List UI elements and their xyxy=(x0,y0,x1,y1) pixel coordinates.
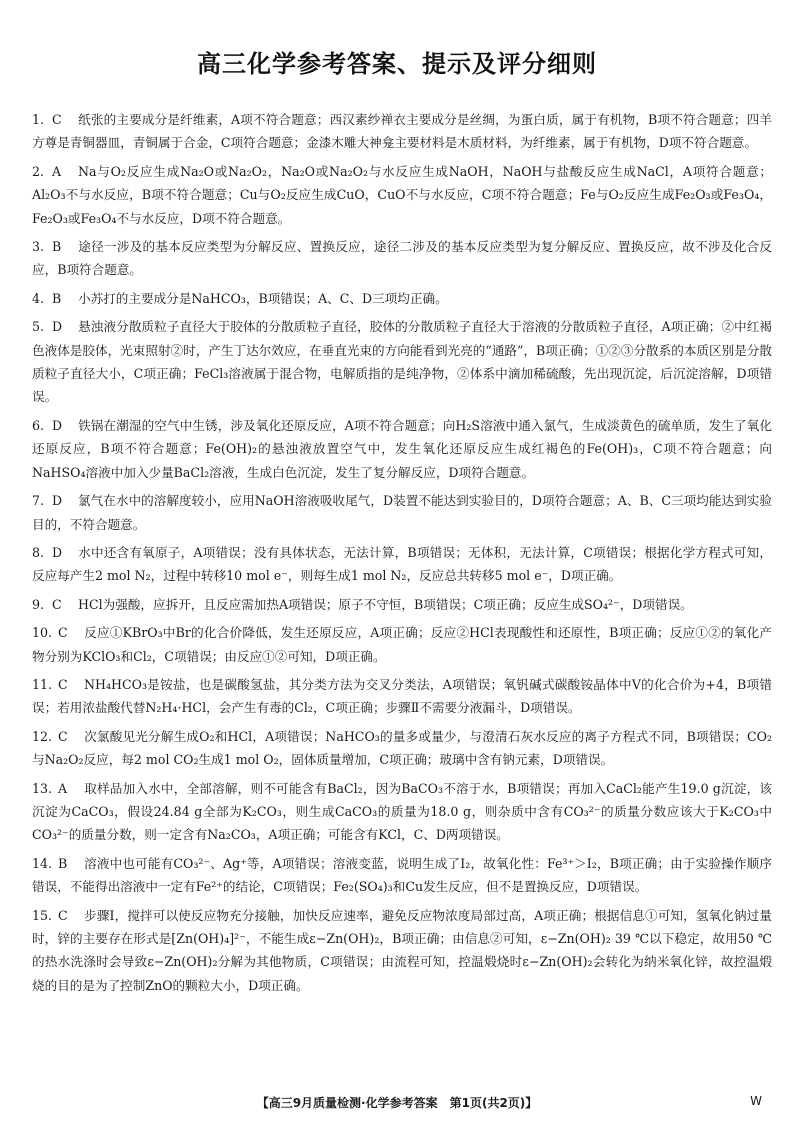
item-explanation: NH₄HCO₃是铵盐，也是碳酸氢盐，其分类方法为交叉分类法，A项错误；氧钒碱式碳酸铵晶体中V的化合价为+4，B项错误；若用浓盐酸代替N₂H₄·HCl，会产生有毒的Cl₂，C项正确；步骤Ⅱ不需要分液漏斗，D项错误。 xyxy=(32,676,772,716)
footer-page-info: 【高三9月质量检测·化学参考答案 第1页(共2页)】 xyxy=(256,1096,538,1110)
item-explanation: 步骤Ⅰ，搅拌可以使反应物充分接触，加快反应速率，避免反应物浓度局部过高，A项正确；根据信息①可知，氢氧化钠过量时，锌的主要存在形式是[Zn(OH)₄]²⁻，不能生成ε−Zn(OH)₂，B项正确；由信息②可知，ε−Zn(OH)₂ 39 ℃以下稳定，故用50 ℃的热水洗涤时会导致ε−Zn(OH)₂分解为其他物质，C项错误；由流程可知，控温煅烧时ε−Zn(OH)₂会转化为纳米氧化锌，故控温煅烧的目的是为了控制ZnO的颗粒大小，D项正确。 xyxy=(32,907,772,993)
item-answer: B xyxy=(58,855,68,871)
item-number: 9. xyxy=(32,596,45,612)
answer-item xyxy=(32,593,772,616)
item-answer: C xyxy=(58,728,68,744)
item-explanation: Na与O₂反应生成Na₂O或Na₂O₂，Na₂O或Na₂O₂与水反应生成NaOH，NaOH与盐酸反应生成NaCl，A项符合题意；Al₂O₃不与水反应，B项不符合题意；Cu与O₂反应生成CuO，CuO不与水反应，C项不符合题意；Fe与O₂反应生成Fe₂O₃或Fe₃O₄，Fe₂O₃或Fe₃O₄不与水反应，D项不符合题意。 xyxy=(32,163,772,226)
item-answer: C xyxy=(52,596,62,612)
answer-item xyxy=(32,315,772,409)
answer-item xyxy=(32,904,772,998)
item-explanation: 纸张的主要成分是纤维素，A项不符合题意；西汉素纱禅衣主要成分是丝绸，为蛋白质，属于有机物，B项不符合题意；四羊方尊是青铜器皿，青铜属于合金，C项符合题意；金漆木雕大神龛主要材料是木质材料，为纤维素，属于有机物，D项不符合题意。 xyxy=(32,112,772,151)
page-title: 高三化学参考答案、提示及评分细则 xyxy=(197,50,597,78)
item-explanation: 取样品加入水中，全部溶解，则不可能含有BaCl₂，因为BaCO₃不溶于水，B项错误；再加入CaCl₂能产生19.0 g沉淀，该沉淀为CaCO₃，假设24.84 g全部为K₂CO₃，则生成CaCO₃的质量为18.0 g，则杂质中含有CO₃²⁻的质量分数应该大于K₂CO₃中CO₃²⁻的质量分数，则一定含有Na₂CO₃，A项正确；可能含有KCl，C、D两项错误。 xyxy=(32,780,772,843)
answer-item xyxy=(32,725,772,772)
item-number: 2. xyxy=(32,163,45,179)
item-explanation: HCl为强酸，应拆开，且反应需加热A项错误；原子不守恒，B项错误；C项正确；反应生成SO₄²⁻，D项错误。 xyxy=(78,596,693,612)
answer-item xyxy=(32,777,772,847)
answer-item xyxy=(32,673,772,720)
item-number: 3. xyxy=(32,239,45,255)
item-answer: C xyxy=(58,907,68,923)
item-number: 13. xyxy=(32,780,53,796)
answer-item xyxy=(32,414,772,484)
answer-item xyxy=(32,235,772,282)
item-number: 14. xyxy=(32,855,53,871)
answer-item xyxy=(32,621,772,668)
item-explanation: 氯气在水中的溶解度较小，应用NaOH溶液吸收尾气，D装置不能达到实验目的，D项符合题意；A、B、C三项均能达到实验目的，不符合题意。 xyxy=(32,493,772,532)
answer-item xyxy=(32,541,772,588)
item-explanation: 次氯酸见光分解生成O₂和HCl，A项错误；NaHCO₃的量多或量少，与澄清石灰水反应的离子方程式不同，B项错误；CO₂与Na₂O₂反应，每2 mol CO₂生成1 mol O₂，固体质量增加，C项正确；玻璃中含有钠元素，D项错误。 xyxy=(32,728,772,768)
item-answer: C xyxy=(58,676,68,692)
answer-item xyxy=(32,489,772,536)
answer-item xyxy=(32,160,772,230)
item-number: 6. xyxy=(32,417,45,433)
item-answer: C xyxy=(52,112,62,127)
item-answer: D xyxy=(52,319,63,335)
item-number: 15. xyxy=(32,907,53,923)
answer-item xyxy=(32,287,772,310)
item-answer: B xyxy=(52,239,62,255)
item-explanation: 途径一涉及的基本反应类型为分解反应、置换反应，途径二涉及的基本反应类型为复分解反应、置换反应，故不涉及化合反应，B项符合题意。 xyxy=(32,239,772,278)
item-number: 12. xyxy=(32,728,53,744)
item-answer: D xyxy=(52,417,63,433)
answer-item xyxy=(32,852,772,899)
answer-list xyxy=(32,108,772,1002)
item-explanation: 小苏打的主要成分是NaHCO₃，B项错误；A、C、D三项均正确。 xyxy=(78,290,448,306)
item-answer: D xyxy=(52,544,63,560)
answer-item xyxy=(32,108,772,155)
item-explanation: 铁锅在潮湿的空气中生锈，涉及氧化还原反应，A项不符合题意；向H₂S溶液中通入氯气，生成淡黄色的硫单质，发生了氧化还原反应，B项不符合题意；Fe(OH)₂的悬浊液放置空气中，发生氧化还原反应生成红褐色的Fe(OH)₃，C项不符合题意；向NaHSO₄溶液中加入少量BaCl₂溶液，生成白色沉淀，发生了复分解反应，D项符合题意。 xyxy=(32,417,772,480)
item-number: 5. xyxy=(32,319,45,335)
item-answer: C xyxy=(58,625,68,641)
item-answer: D xyxy=(52,493,63,509)
item-explanation: 悬浊液分散质粒子直径大于胶体的分散质粒子直径，胶体的分散质粒子直径大于溶液的分散质粒子直径，A项正确；②中红褐色液体是胶体，光束照射②时，产生丁达尔效应，在垂直光束的方向能看到光亮的“通路”，B项正确；①②③分散系的本质区别是分散质粒子直径大小，C项正确；FeCl₃溶液属于混合物，电解质指的是纯净物，②体系中滴加稀硫酸，先出现沉淀，后沉淀溶解，D项错误。 xyxy=(32,319,772,405)
footer-code: W xyxy=(750,1094,762,1108)
item-number: 10. xyxy=(32,625,53,641)
item-answer: A xyxy=(52,163,62,179)
item-number: 1. xyxy=(32,112,45,127)
item-number: 11. xyxy=(32,676,53,692)
item-number: 7. xyxy=(32,493,45,509)
item-answer: B xyxy=(52,290,62,306)
item-explanation: 溶液中也可能有CO₃²⁻、Ag⁺等，A项错误；溶液变蓝，说明生成了I₂，故氧化性：Fe³⁺＞I₂，B项正确；由于实验操作顺序错误，不能得出溶液中一定有Fe²⁺的结论，C项错误；Fe₂(SO₄)₃和Cu发生反应，但不是置换反应，D项错误。 xyxy=(32,855,772,895)
item-explanation: 水中还含有氧原子，A项错误；没有具体状态，无法计算，B项错误；无体积，无法计算，C项错误；根据化学方程式可知，反应每产生2 mol N₂，过程中转移10 mol e⁻，则每生成1 mol N₂，反应总共转移5 mol e⁻，D项正确。 xyxy=(32,544,772,584)
item-answer: A xyxy=(58,780,68,796)
item-explanation: 反应①KBrO₃中Br的化合价降低，发生还原反应，A项正确；反应②HCl表现酸性和还原性，B项正确；反应①②的氧化产物分别为KClO₃和Cl₂，C项错误；由反应①②可知，D项正确。 xyxy=(32,625,772,664)
item-number: 8. xyxy=(32,544,45,560)
item-number: 4. xyxy=(32,290,45,306)
